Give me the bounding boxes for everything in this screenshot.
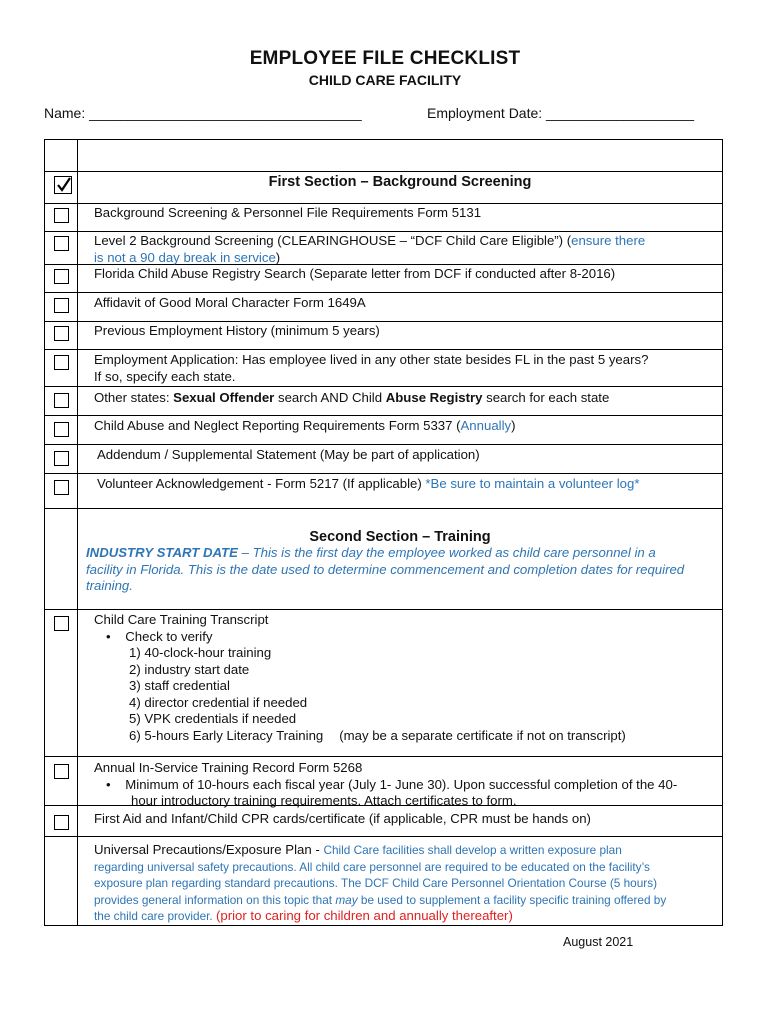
checklist-table [44, 139, 723, 926]
checkbox-level2-screening[interactable] [54, 236, 69, 251]
transcript-item: 4) director credential if needed [129, 694, 308, 710]
transcript-item: 2) industry start date [129, 661, 250, 677]
checkbox-affidavit[interactable] [54, 298, 69, 313]
footer-date: August 2021 [563, 935, 634, 949]
item-addendum: Addendum / Supplemental Statement (May be part of application) [97, 447, 480, 462]
checkbox-abuse-registry[interactable] [54, 269, 69, 284]
transcript-note: (may be a separate certificate if not on transcript) [339, 727, 626, 743]
inservice-bullet: • Minimum of 10-hours each fiscal year (July 1- June 30). Upon successful completion of the 40- [106, 776, 678, 792]
checkbox-inservice[interactable] [54, 764, 69, 779]
name-field[interactable]: Name: ___________________________________ [44, 105, 362, 121]
transcript-item: 1) 40-clock-hour training [129, 645, 272, 660]
checkbox-previous-employment[interactable] [54, 326, 69, 341]
item-level2-screening: Level 2 Background Screening (CLEARINGHOUSE – “DCF Child Care Eligible”) (ensure there is not a 90 day break in service) [94, 233, 646, 265]
transcript-item-last: 6) 5-hours Early Literacy Training (may be a separate certificate if not on transcript) [129, 727, 626, 743]
inservice-bullet-cont: hour introductory training requirements. Attach certificates to form. [131, 793, 517, 808]
item-abuse-registry: Florida Child Abuse Registry Search (Separate letter from DCF if conducted after 8-2016) [94, 266, 616, 281]
checkbox-background-screening[interactable] [54, 208, 69, 223]
employment-date-field[interactable]: Employment Date: ___________________ [427, 105, 694, 121]
item-affidavit: Affidavit of Good Moral Character Form 1649A [94, 295, 366, 310]
item-employment-application: Employment Application: Has employee lived in any other state besides FL in the past 5 years? If so, specify each state. [94, 352, 649, 384]
transcript-title: Child Care Training Transcript [94, 612, 269, 627]
checkbox-volunteer[interactable] [54, 480, 69, 495]
document-subtitle: CHILD CARE FACILITY [308, 72, 462, 88]
section1-title: First Section – Background Screening [268, 174, 532, 190]
checkbox-first-aid[interactable] [54, 815, 69, 830]
item-universal-precautions: Universal Precautions/Exposure Plan - Child Care facilities shall develop a written exposure plan regarding universal safety precautions. All child care personnel are required to be educated on the facility’s exposure plan regarding standard precautions. The DCF Child Care Personnel Orientation Course (5 hours) provides general information on this topic that may be used to supplement a facility specific training offered by the child care provider. (prior to caring for children and annually thereafter) [94, 842, 667, 923]
checkmark-icon [56, 177, 72, 193]
checkbox-other-states[interactable] [54, 393, 69, 408]
checkbox-addendum[interactable] [54, 451, 69, 466]
section1-checkbox-checked[interactable] [54, 176, 72, 194]
checkbox-employment-application[interactable] [54, 355, 69, 370]
checkbox-abuse-reporting[interactable] [54, 422, 69, 437]
item-background-screening: Background Screening & Personnel File Requirements Form 5131 [94, 205, 482, 220]
document-title: EMPLOYEE FILE CHECKLIST [249, 48, 521, 69]
section2-title: Second Section – Training [309, 529, 491, 545]
item-volunteer: Volunteer Acknowledgement - Form 5217 (If applicable) *Be sure to maintain a volunteer log* [97, 476, 640, 491]
checkbox-training-transcript[interactable] [54, 616, 69, 631]
transcript-item: 3) staff credential [129, 678, 230, 693]
item-other-states: Other states: Sexual Offender search AND Child Abuse Registry search for each state [94, 390, 610, 405]
item-previous-employment: Previous Employment History (minimum 5 years) [94, 323, 380, 338]
item-training-transcript [94, 612, 719, 744]
transcript-bullet: • Check to verify [106, 628, 213, 644]
inservice-title: Annual In-Service Training Record Form 5268 [94, 760, 363, 775]
industry-start-date-note: INDUSTRY START DATE – This is the first day the employee worked as child care personnel in a facility in Florida. This is the date used to determine commencement and completion dates for required training. [86, 545, 685, 593]
item-abuse-reporting: Child Abuse and Neglect Reporting Requirements Form 5337 (Annually) [94, 418, 516, 433]
transcript-item: 5) VPK credentials if needed [129, 711, 297, 726]
item-inservice [94, 760, 719, 810]
item-first-aid: First Aid and Infant/Child CPR cards/certificate (if applicable, CPR must be hands on) [94, 811, 591, 826]
